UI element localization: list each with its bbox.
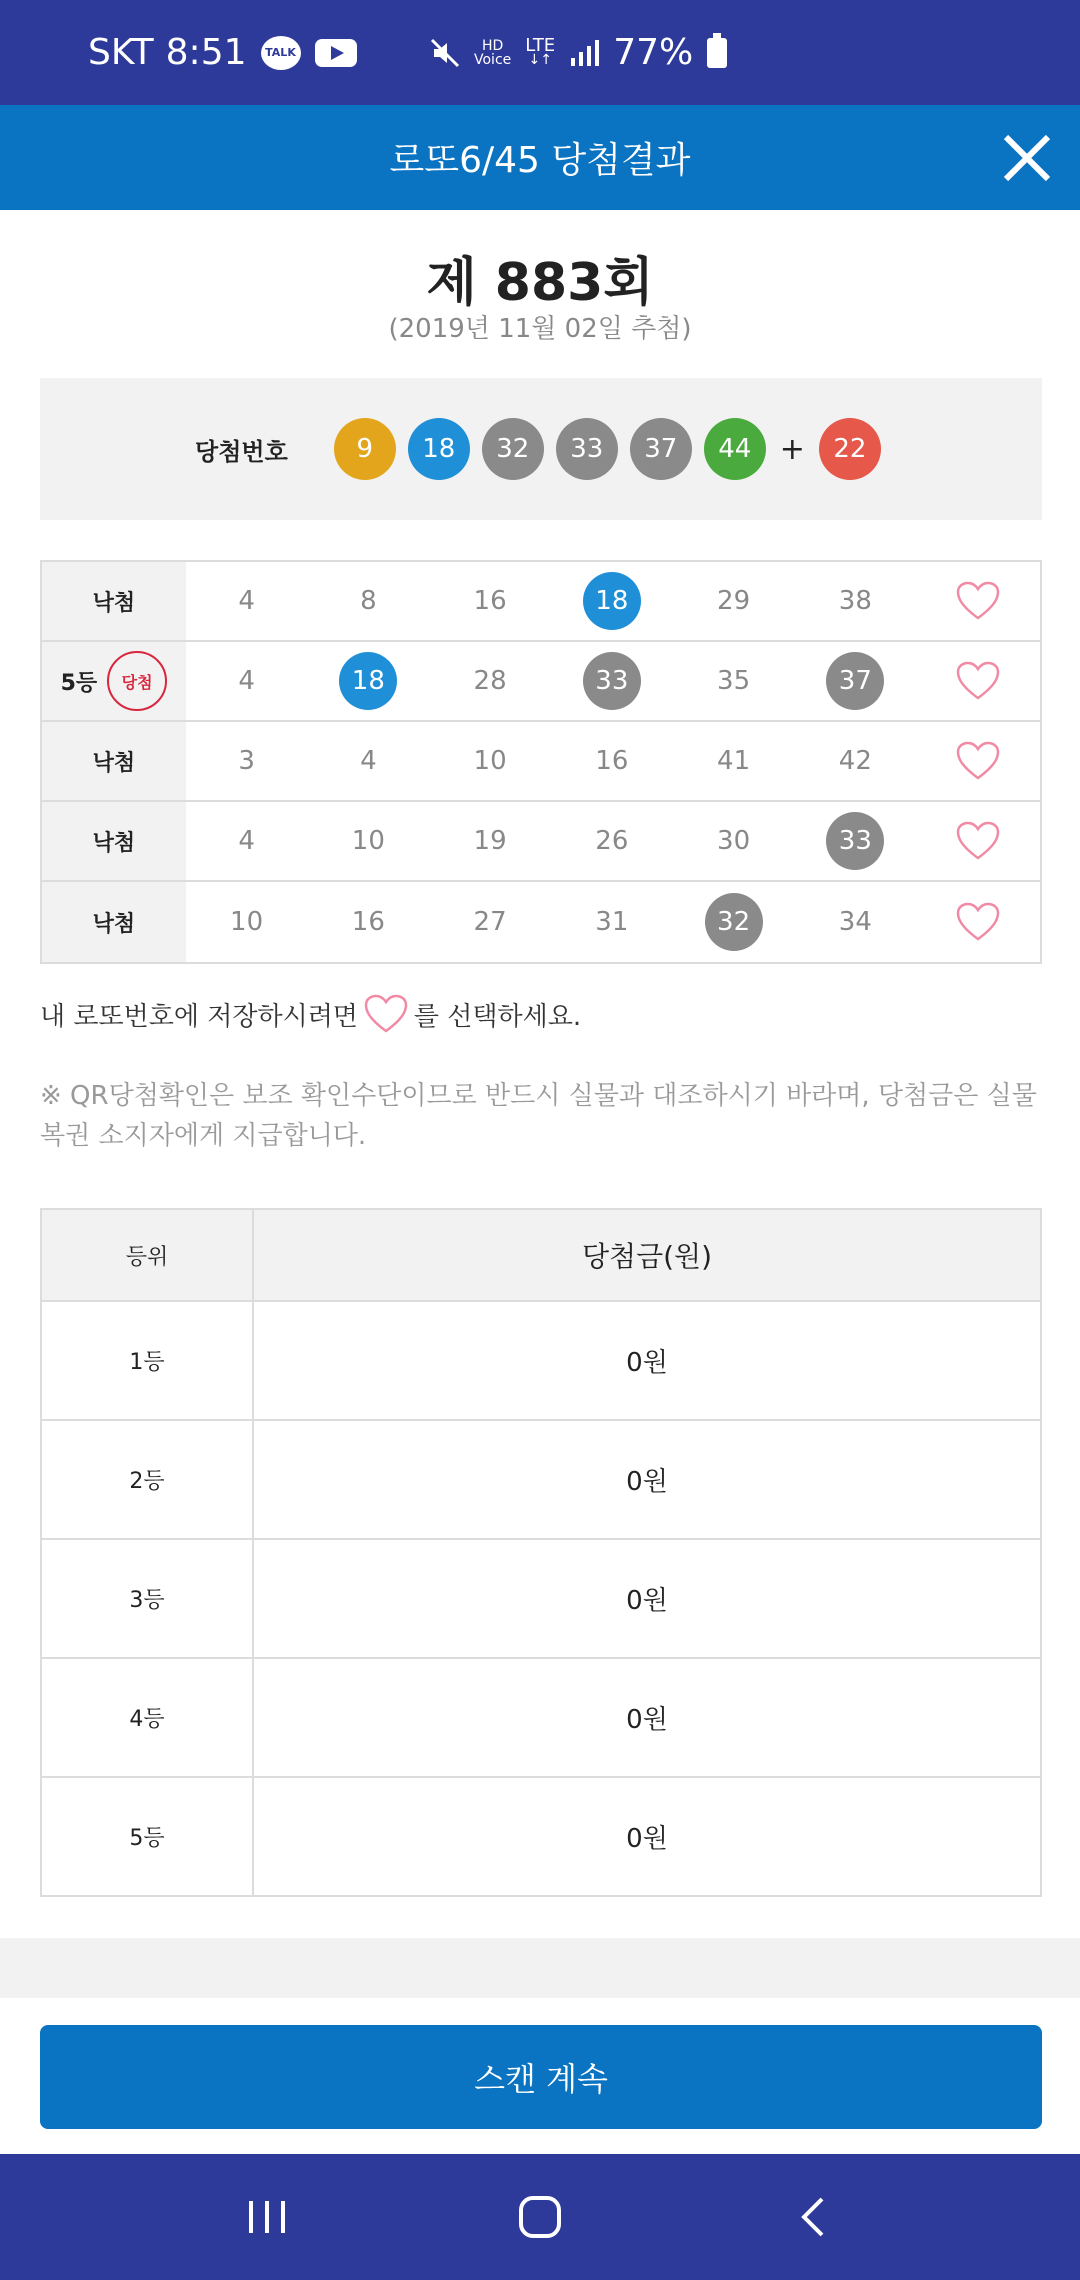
ticket-number: 16 [351,907,385,937]
ticket-number: 10 [473,746,507,776]
prize-amount: 0원 [253,1539,1041,1658]
prize-amount: 0원 [253,1301,1041,1420]
draw-round-title: 제 883회 [426,253,654,313]
youtube-icon [315,39,357,67]
ticket-number [794,652,916,710]
ticket-games-table [40,560,1042,964]
ticket-row [42,722,1040,802]
continue-scan-button[interactable]: 스캔 계속 [40,2025,1042,2129]
table-row [41,1301,1041,1420]
prize-table [40,1208,1042,1897]
winning-ball: 32 [482,418,544,480]
matched-number-ball: 33 [583,652,641,710]
prize-rank: 2등 [41,1420,253,1539]
ticket-number [551,652,673,710]
save-heart-button[interactable] [916,741,1040,781]
ticket-number: 10 [230,907,264,937]
matched-number-ball: 18 [339,652,397,710]
save-heart-button[interactable] [916,821,1040,861]
app-header [0,105,1080,210]
ticket-number: 42 [838,746,872,776]
ticket-number: 34 [838,907,872,937]
save-hint [40,994,581,1034]
winning-ball: 18 [408,418,470,480]
save-heart-button[interactable] [916,902,1040,942]
ticket-number: 16 [473,586,507,616]
prize-rank: 4등 [41,1658,253,1777]
lte-icon: LTE ↓↑ [525,34,556,68]
carrier-label: SKT [88,32,154,73]
heart-icon [956,902,1000,942]
back-button[interactable] [773,2177,853,2257]
matched-number-ball: 18 [583,572,641,630]
draw-date: (2019년 11월 02일 추첨) [388,314,692,344]
winning-ball: 37 [630,418,692,480]
winning-numbers-label: 당첨번호 [195,437,288,466]
header-title: 로또6/45 당첨결과 [389,140,691,181]
ticket-number: 29 [717,586,751,616]
ticket-number: 27 [473,907,507,937]
prize-rank: 5등 [41,1777,253,1896]
section-divider [0,1938,1080,1998]
ticket-number: 4 [360,746,377,776]
heart-icon [956,581,1000,621]
ticket-number: 28 [473,666,507,696]
prize-header-row [41,1209,1041,1301]
ticket-number [307,652,429,710]
battery-icon [707,38,727,68]
ticket-number: 26 [595,826,629,856]
status-right-icons [430,0,727,105]
hd-voice-icon: HD Voice [474,37,512,68]
heart-icon [956,661,1000,701]
game-result-label: 낙첨 [42,562,186,640]
ticket-number: 4 [238,586,255,616]
ticket-number [673,893,795,951]
recent-apps-button[interactable] [227,2177,307,2257]
heart-icon [956,821,1000,861]
ticket-number: 38 [838,586,872,616]
winning-ball: 33 [556,418,618,480]
ticket-row [42,802,1040,882]
game-result-label: 낙첨 [42,802,186,880]
game-result-label: 낙첨 [42,722,186,800]
amount-column-header: 당첨금(원) [253,1209,1041,1301]
winning-ball: 44 [704,418,766,480]
prize-amount: 0원 [253,1658,1041,1777]
clock: 8:51 [165,32,247,73]
home-button[interactable] [500,2177,580,2257]
table-row [41,1777,1041,1896]
ticket-number: 8 [360,586,377,616]
ticket-number: 10 [351,826,385,856]
save-heart-button[interactable] [916,661,1040,701]
prize-amount: 0원 [253,1777,1041,1896]
winning-numbers-box [40,378,1042,520]
game-result-label: 낙첨 [42,882,186,962]
matched-number-ball: 33 [826,812,884,870]
game-result-label: 5등 당첨 [42,642,186,720]
save-heart-button[interactable] [916,581,1040,621]
mute-icon [430,38,460,68]
kakaotalk-icon: TALK [261,36,301,70]
bonus-ball: 22 [819,418,881,480]
ticket-number: 4 [238,826,255,856]
prize-rank: 3등 [41,1539,253,1658]
save-hint-text-after: 를 선택하세요. [413,1001,582,1032]
ticket-number [551,572,673,630]
rank-column-header: 등위 [41,1209,253,1301]
signal-icon [569,38,599,68]
matched-number-ball: 32 [705,893,763,951]
heart-icon [364,994,408,1034]
table-row [41,1658,1041,1777]
prize-amount: 0원 [253,1420,1041,1539]
heart-icon [956,741,1000,781]
notice-text: ※ QR당첨확인은 보조 확인수단이므로 반드시 실물과 대조하시기 바라며, 당첨금은 실물 복권 소지자에게 지급합니다. [40,1081,1037,1151]
ticket-number: 35 [717,666,751,696]
matched-number-ball: 37 [826,652,884,710]
prize-rank: 1등 [41,1301,253,1420]
ticket-number: 3 [238,746,255,776]
ticket-row [42,642,1040,722]
ticket-number: 4 [238,666,255,696]
ticket-number: 41 [717,746,751,776]
recent-apps-icon [245,2197,289,2237]
ticket-number [794,812,916,870]
close-icon[interactable] [1000,131,1054,185]
system-nav-bar [0,2154,1080,2280]
ticket-number: 19 [473,826,507,856]
home-icon [518,2195,562,2239]
status-bar [0,0,1080,105]
ticket-number: 16 [595,746,629,776]
battery-percent: 77% [613,32,694,73]
ticket-number: 30 [717,826,751,856]
winner-stamp: 당첨 [107,651,167,711]
table-row [41,1420,1041,1539]
ticket-number: 31 [595,907,629,937]
ticket-row [42,562,1040,642]
save-hint-text-before: 내 로또번호에 저장하시려면 [40,1001,358,1032]
winning-ball: 9 [334,418,396,480]
table-row [41,1539,1041,1658]
ticket-row [42,882,1040,962]
bonus-plus-sign: + [779,431,805,467]
back-icon [798,2195,828,2239]
